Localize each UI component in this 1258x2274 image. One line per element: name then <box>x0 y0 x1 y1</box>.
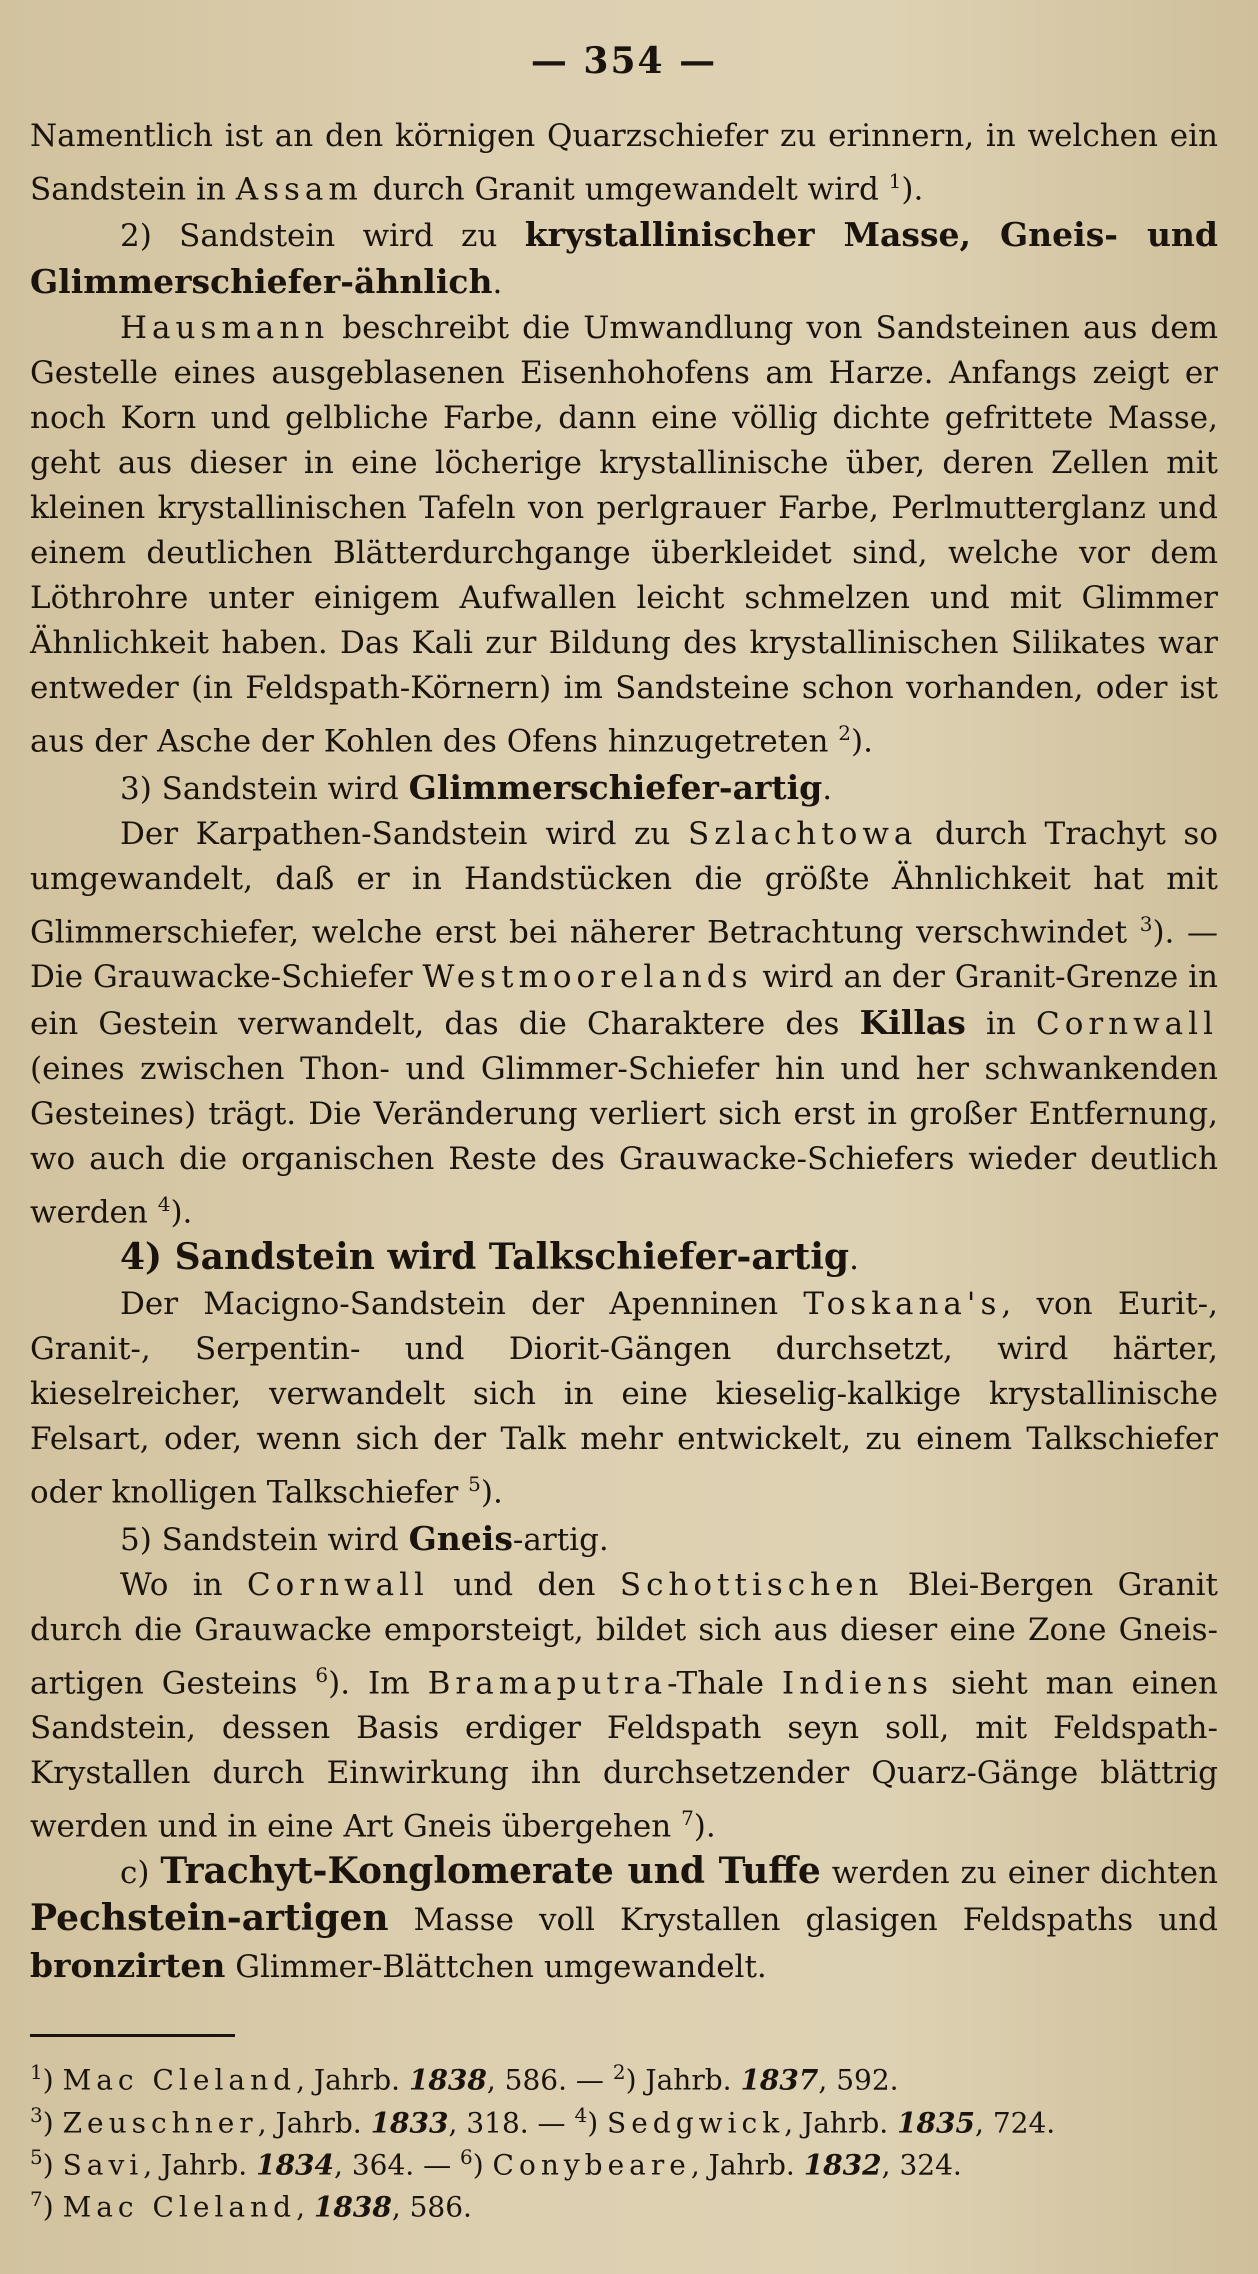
footnote-marker: 1 <box>30 2060 43 2085</box>
text-run: Sedgwick <box>607 2105 785 2139</box>
text-run: Trachyt-Konglomerate und Tuffe <box>160 1850 821 1893</box>
text-run: Zeuschner <box>62 2105 258 2139</box>
text-run: Glimmer-Blättchen umgewandelt. <box>225 1949 767 1986</box>
section-heading <box>30 1849 1218 1990</box>
text-run: 2) Sandstein wird zu <box>120 218 525 255</box>
text-run: 1832 <box>803 2148 882 2182</box>
footnote-marker: 1 <box>888 169 902 193</box>
text-run: 5) Sandstein wird <box>120 1521 409 1558</box>
text-run: Szlachtowa <box>687 815 918 852</box>
section-heading <box>30 1516 1218 1563</box>
paragraph <box>30 114 1218 212</box>
footnote-marker: 6 <box>315 1662 329 1687</box>
section-heading <box>30 765 1218 812</box>
body-text <box>30 114 1218 1990</box>
text-run: Glimmerschiefer-artig <box>408 767 823 807</box>
paragraph <box>30 1282 1218 1515</box>
footnote-marker: 5 <box>468 1472 481 1497</box>
text-run: , Jahrb. <box>143 2148 257 2182</box>
text-run: in <box>965 1005 1036 1042</box>
text-run: Cornwall <box>1035 1005 1218 1042</box>
text-run: krystallinischer Masse, Gneis- und Glimmerschiefer-ähnlich <box>30 215 1219 302</box>
text-run: Mac Cleland <box>62 2190 297 2224</box>
text-run: Gneis <box>408 1518 513 1558</box>
text-run: , von Eurit-, Granit-, Serpentin- und Diorit-Gängen durchsetzt, wird härter, kieselreicher, verwandelt sich in eine kieselig-kalkige krystallinische Felsart, oder, wenn sich der Talk mehr entwickelt, zu einem Talkschiefer oder knolligen Talkschiefer <box>30 1286 1218 1511</box>
text-run: und den <box>428 1566 620 1603</box>
text-run: , 324. <box>881 2148 962 2182</box>
text-run: , Jahrb. <box>690 2148 804 2182</box>
text-run: , 724. <box>975 2105 1056 2139</box>
text-run: , 318. — <box>448 2105 575 2139</box>
text-run: , 364. — <box>334 2148 460 2182</box>
text-run: Westmoorelands <box>422 958 753 995</box>
text-run: Wo in <box>120 1566 247 1603</box>
text-run: durch Trachyt so umgewandelt, daß er in Handstücken die größte Ähnlichkeit hat mit Glimmerschiefer, welche erst bei näherer Betrachtung verschwindet <box>30 815 1218 950</box>
text-run: Schottischen <box>619 1566 884 1603</box>
paragraph <box>30 1563 1218 1850</box>
footnote-line <box>30 2140 1218 2182</box>
text-run: ) <box>42 2190 63 2224</box>
text-run: ) Jahrb. <box>625 2063 741 2097</box>
text-run: , Jahrb. <box>257 2105 371 2139</box>
text-run: 1838 <box>313 2190 392 2224</box>
text-run: -artig. <box>512 1521 609 1558</box>
text-run: Hausmann <box>120 310 330 347</box>
text-run: , 586. — <box>486 2063 613 2097</box>
text-run: Toskana's <box>803 1286 1002 1323</box>
text-run: Der Macigno-Sandstein der Apenninen <box>120 1286 804 1323</box>
text-run: ) <box>42 2148 63 2182</box>
text-run: Blei-Bergen Granit durch die Grauwacke emporsteigt, bildet sich aus dieser eine Zone Gneis-artigen Gesteins <box>30 1566 1218 1701</box>
text-run: (eines zwischen Thon- und Glimmer-Schiefer hin und her schwankenden Gesteines) trägt. Die Veränderung verliert sich erst in großer Entfernung, wo auch die organischen Reste des Grauwacke-Schiefers wieder deutlich werden <box>30 1050 1218 1231</box>
text-run: Bramaputra <box>427 1664 668 1701</box>
text-run: Cornwall <box>246 1566 429 1603</box>
text-run: durch Granit umgewandelt wird <box>362 171 889 208</box>
footnote-marker: 2 <box>612 2060 626 2085</box>
text-run: Pechstein-artigen <box>30 1897 389 1940</box>
text-run: 1834 <box>256 2148 335 2182</box>
paragraph <box>30 306 1218 764</box>
text-run: 1837 <box>740 2063 819 2097</box>
footnote-marker: 4 <box>157 1191 171 1216</box>
text-run: Namentlich ist an den körnigen Quarzschiefer zu erinnern, in welchen ein Sandstein in <box>30 118 1218 208</box>
text-run: Assam <box>235 171 363 208</box>
footnote-marker: 7 <box>681 1805 694 1830</box>
text-run: ) <box>42 2105 63 2139</box>
text-run: Indiens <box>781 1664 934 1701</box>
text-run: . <box>822 770 833 807</box>
text-run: , Jahrb. <box>296 2063 409 2097</box>
text-run: ). <box>170 1194 193 1231</box>
text-run: bronzirten <box>30 1946 226 1986</box>
text-run: Masse voll Krystallen glasigen Feldspaths und <box>388 1902 1218 1939</box>
text-run: , 586. <box>391 2190 472 2224</box>
text-run: ) <box>587 2105 608 2139</box>
footnote-marker: 3 <box>1139 911 1153 936</box>
text-run: 4) Sandstein wird Talkschiefer-artig <box>120 1236 850 1279</box>
text-run: ). <box>851 723 873 760</box>
text-run: ). — Die Grauwacke-Schiefer <box>30 913 1218 995</box>
footnote-line <box>30 2055 1218 2097</box>
text-run: wird an der Granit-Grenze in ein Gestein verwandelt, das die Charaktere des <box>30 958 1218 1042</box>
text-run: , 592. <box>818 2063 899 2097</box>
text-run: 1833 <box>370 2105 449 2139</box>
text-run: sieht man einen Sandstein, dessen Basis erdiger Feldspath seyn soll, mit Feldspath-Krystallen durch Einwirkung ihn durchsetzender Quarz-Gänge blättrig werden und in eine Art Gneis übergehen <box>30 1664 1218 1845</box>
text-run: -Thale <box>667 1664 782 1701</box>
paragraph <box>30 812 1218 1236</box>
section-heading <box>30 212 1218 306</box>
footnote-line <box>30 2182 1218 2224</box>
text-run: beschreibt die Umwandlung von Sandsteinen aus dem Gestelle eines ausgeblasenen Eisenhohofens am Harze. Anfangs zeigt er noch Korn und gelbliche Farbe, dann eine völlig dichte gefrittete Masse, geht aus dieser in eine löcherige krystallinische über, deren Zellen mit kleinen krystallinischen Tafeln von perlgrauer Farbe, Perlmutterglanz und einem deutlichen Blätterdurchgange überkleidet sind, welche vor dem Löthrohre unter einigem Aufwallen leicht schmelzen und mit Glimmer Ähnlichkeit haben. Das Kali zur Bildung des krystallinischen Silikates war entweder (in Feldspath-Körnern) im Sandsteine schon vorhanden, oder ist aus der Asche der Kohlen des Ofens hinzugetreten <box>30 310 1218 760</box>
text-run: 3) Sandstein wird <box>120 770 409 807</box>
page-number: — 354 — <box>530 40 718 82</box>
footnote-marker: 6 <box>459 2144 473 2169</box>
text-run: c) <box>120 1855 161 1892</box>
footnote-divider <box>30 2034 235 2037</box>
text-run: , <box>296 2190 314 2224</box>
text-run: Conybeare <box>492 2148 691 2182</box>
text-run: werden zu einer dichten <box>820 1855 1218 1892</box>
text-run: ). <box>480 1474 503 1511</box>
footnotes <box>30 2055 1218 2224</box>
text-run: ) <box>42 2063 63 2097</box>
footnote-line <box>30 2098 1218 2140</box>
footnote-marker: 7 <box>30 2187 43 2212</box>
text-run: Mac Cleland <box>62 2063 297 2097</box>
text-run: Savi <box>62 2148 144 2182</box>
text-run: ). <box>693 1808 716 1845</box>
text-run: , Jahrb. <box>784 2105 898 2139</box>
footnote-marker: 2 <box>838 721 852 746</box>
text-run: Der Karpathen-Sandstein wird zu <box>120 815 688 852</box>
text-run: ) <box>472 2148 493 2182</box>
text-run: . <box>492 265 503 302</box>
footnote-marker: 5 <box>30 2144 43 2169</box>
footnote-marker: 4 <box>574 2102 588 2127</box>
footnote-marker: 3 <box>30 2102 43 2127</box>
text-run: 1835 <box>897 2105 976 2139</box>
text-run: ). Im <box>328 1664 428 1701</box>
text-run: . <box>849 1241 859 1278</box>
text-run: Killas <box>859 1002 966 1042</box>
section-heading <box>30 1235 1218 1282</box>
text-run: 1838 <box>408 2063 487 2097</box>
text-run: ). <box>901 171 924 208</box>
